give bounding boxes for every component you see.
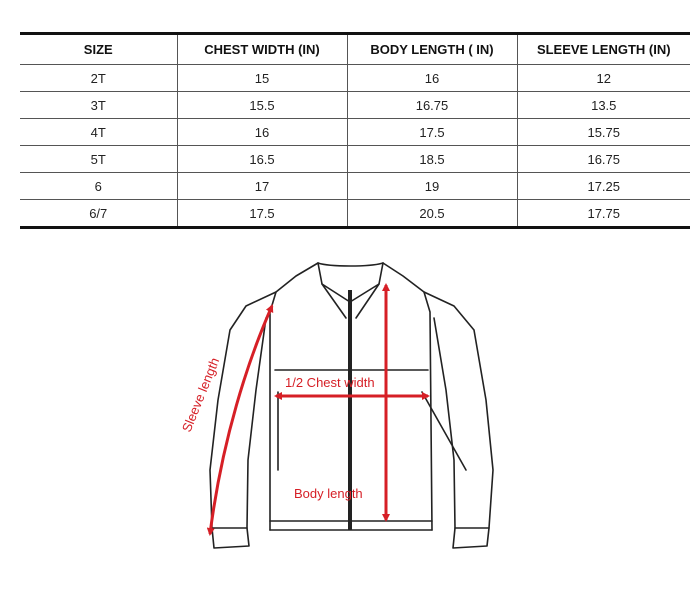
header-size: SIZE — [20, 34, 177, 65]
cell-sleeve-length: 17.75 — [517, 200, 690, 228]
header-body-length: BODY LENGTH ( IN) — [347, 34, 517, 65]
cell-sleeve-length: 17.25 — [517, 173, 690, 200]
cell-chest-width: 15 — [177, 65, 347, 92]
cell-size: 5T — [20, 146, 177, 173]
cell-size: 2T — [20, 65, 177, 92]
cell-body-length: 16.75 — [347, 92, 517, 119]
cell-size: 3T — [20, 92, 177, 119]
cell-sleeve-length: 12 — [517, 65, 690, 92]
sleeve-length-label: Sleeve length — [178, 355, 223, 435]
cell-sleeve-length: 13.5 — [517, 92, 690, 119]
cell-chest-width: 16 — [177, 119, 347, 146]
header-chest-width: CHEST WIDTH (IN) — [177, 34, 347, 65]
cell-size: 6 — [20, 173, 177, 200]
cell-chest-width: 17.5 — [177, 200, 347, 228]
cell-body-length: 17.5 — [347, 119, 517, 146]
cell-size: 4T — [20, 119, 177, 146]
cell-body-length: 16 — [347, 65, 517, 92]
cell-body-length: 19 — [347, 173, 517, 200]
cell-sleeve-length: 15.75 — [517, 119, 690, 146]
cell-body-length: 20.5 — [347, 200, 517, 228]
cell-body-length: 18.5 — [347, 146, 517, 173]
header-sleeve-length: SLEEVE LENGTH (IN) — [517, 34, 690, 65]
cell-sleeve-length: 16.75 — [517, 146, 690, 173]
cell-chest-width: 16.5 — [177, 146, 347, 173]
cell-chest-width: 15.5 — [177, 92, 347, 119]
chest-width-label: 1/2 Chest width — [285, 375, 375, 390]
cell-size: 6/7 — [20, 200, 177, 228]
body-length-label: Body length — [294, 486, 363, 501]
cell-chest-width: 17 — [177, 173, 347, 200]
